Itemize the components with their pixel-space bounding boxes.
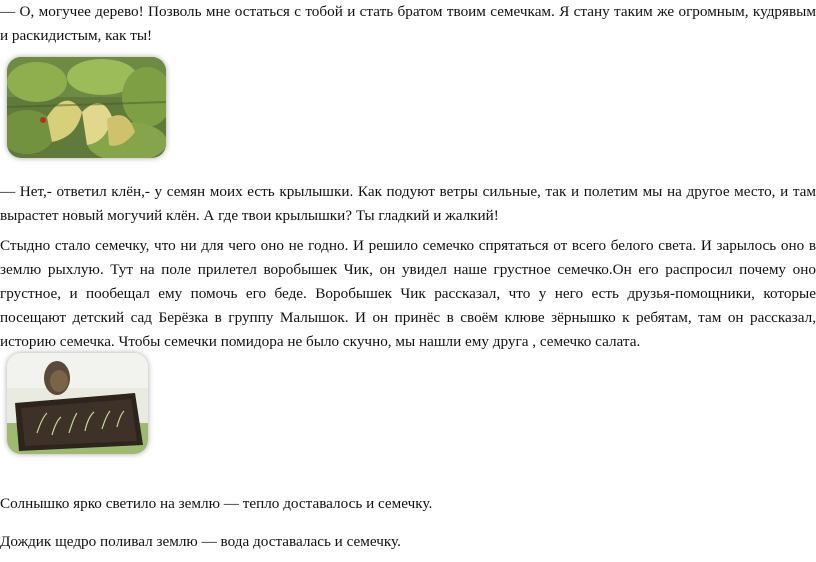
paragraph-maple-plea: — О, могучее дерево! Позволь мне остаться с тобой и стать братом твоим семечкам. Я стану таким же огромным, кудрявым и раскидистым, как ты! [0,3,816,44]
paragraph-rain: Дождик щедро поливал землю — вода доставалась и семечку. [0,533,401,550]
paragraph-story: Стыдно стало семечку, что ни для чего оно не годно. И решило семечко спрятаться от всего белого света. И зарылось оно в землю рыхлую. Тут на поле прилетел воробышек Чик, он увидел наше грустное семечко.Он его распросил почему оно грустное, и пообещал ему помочь его беде. Воробышек Чик рассказал, что у него есть друзья-помощники, которые посещают детский сад Берёзка в группу Малышок. И он принёс в своём клюве зёрнышко к ребятам, там он рассказал, историю семечка. Чтобы семечки помидора не было скучно, мы нашли ему друга , семечко салата. [0,237,816,350]
paragraph-maple-reply: — Нет,- ответил клён,- у семян моих есть крылышки. Как подуют ветры сильные, так и полетим мы на другое место, и там вырастет новый могучий клён. А где твои крылышки? Ты гладкий и жалкий! [0,183,816,224]
maple-seeds-photo [7,57,166,158]
seedling-tray-photo [7,353,148,454]
paragraph-sun: Солнышко ярко светило на землю — тепло доставалось и семечку. [0,495,433,512]
